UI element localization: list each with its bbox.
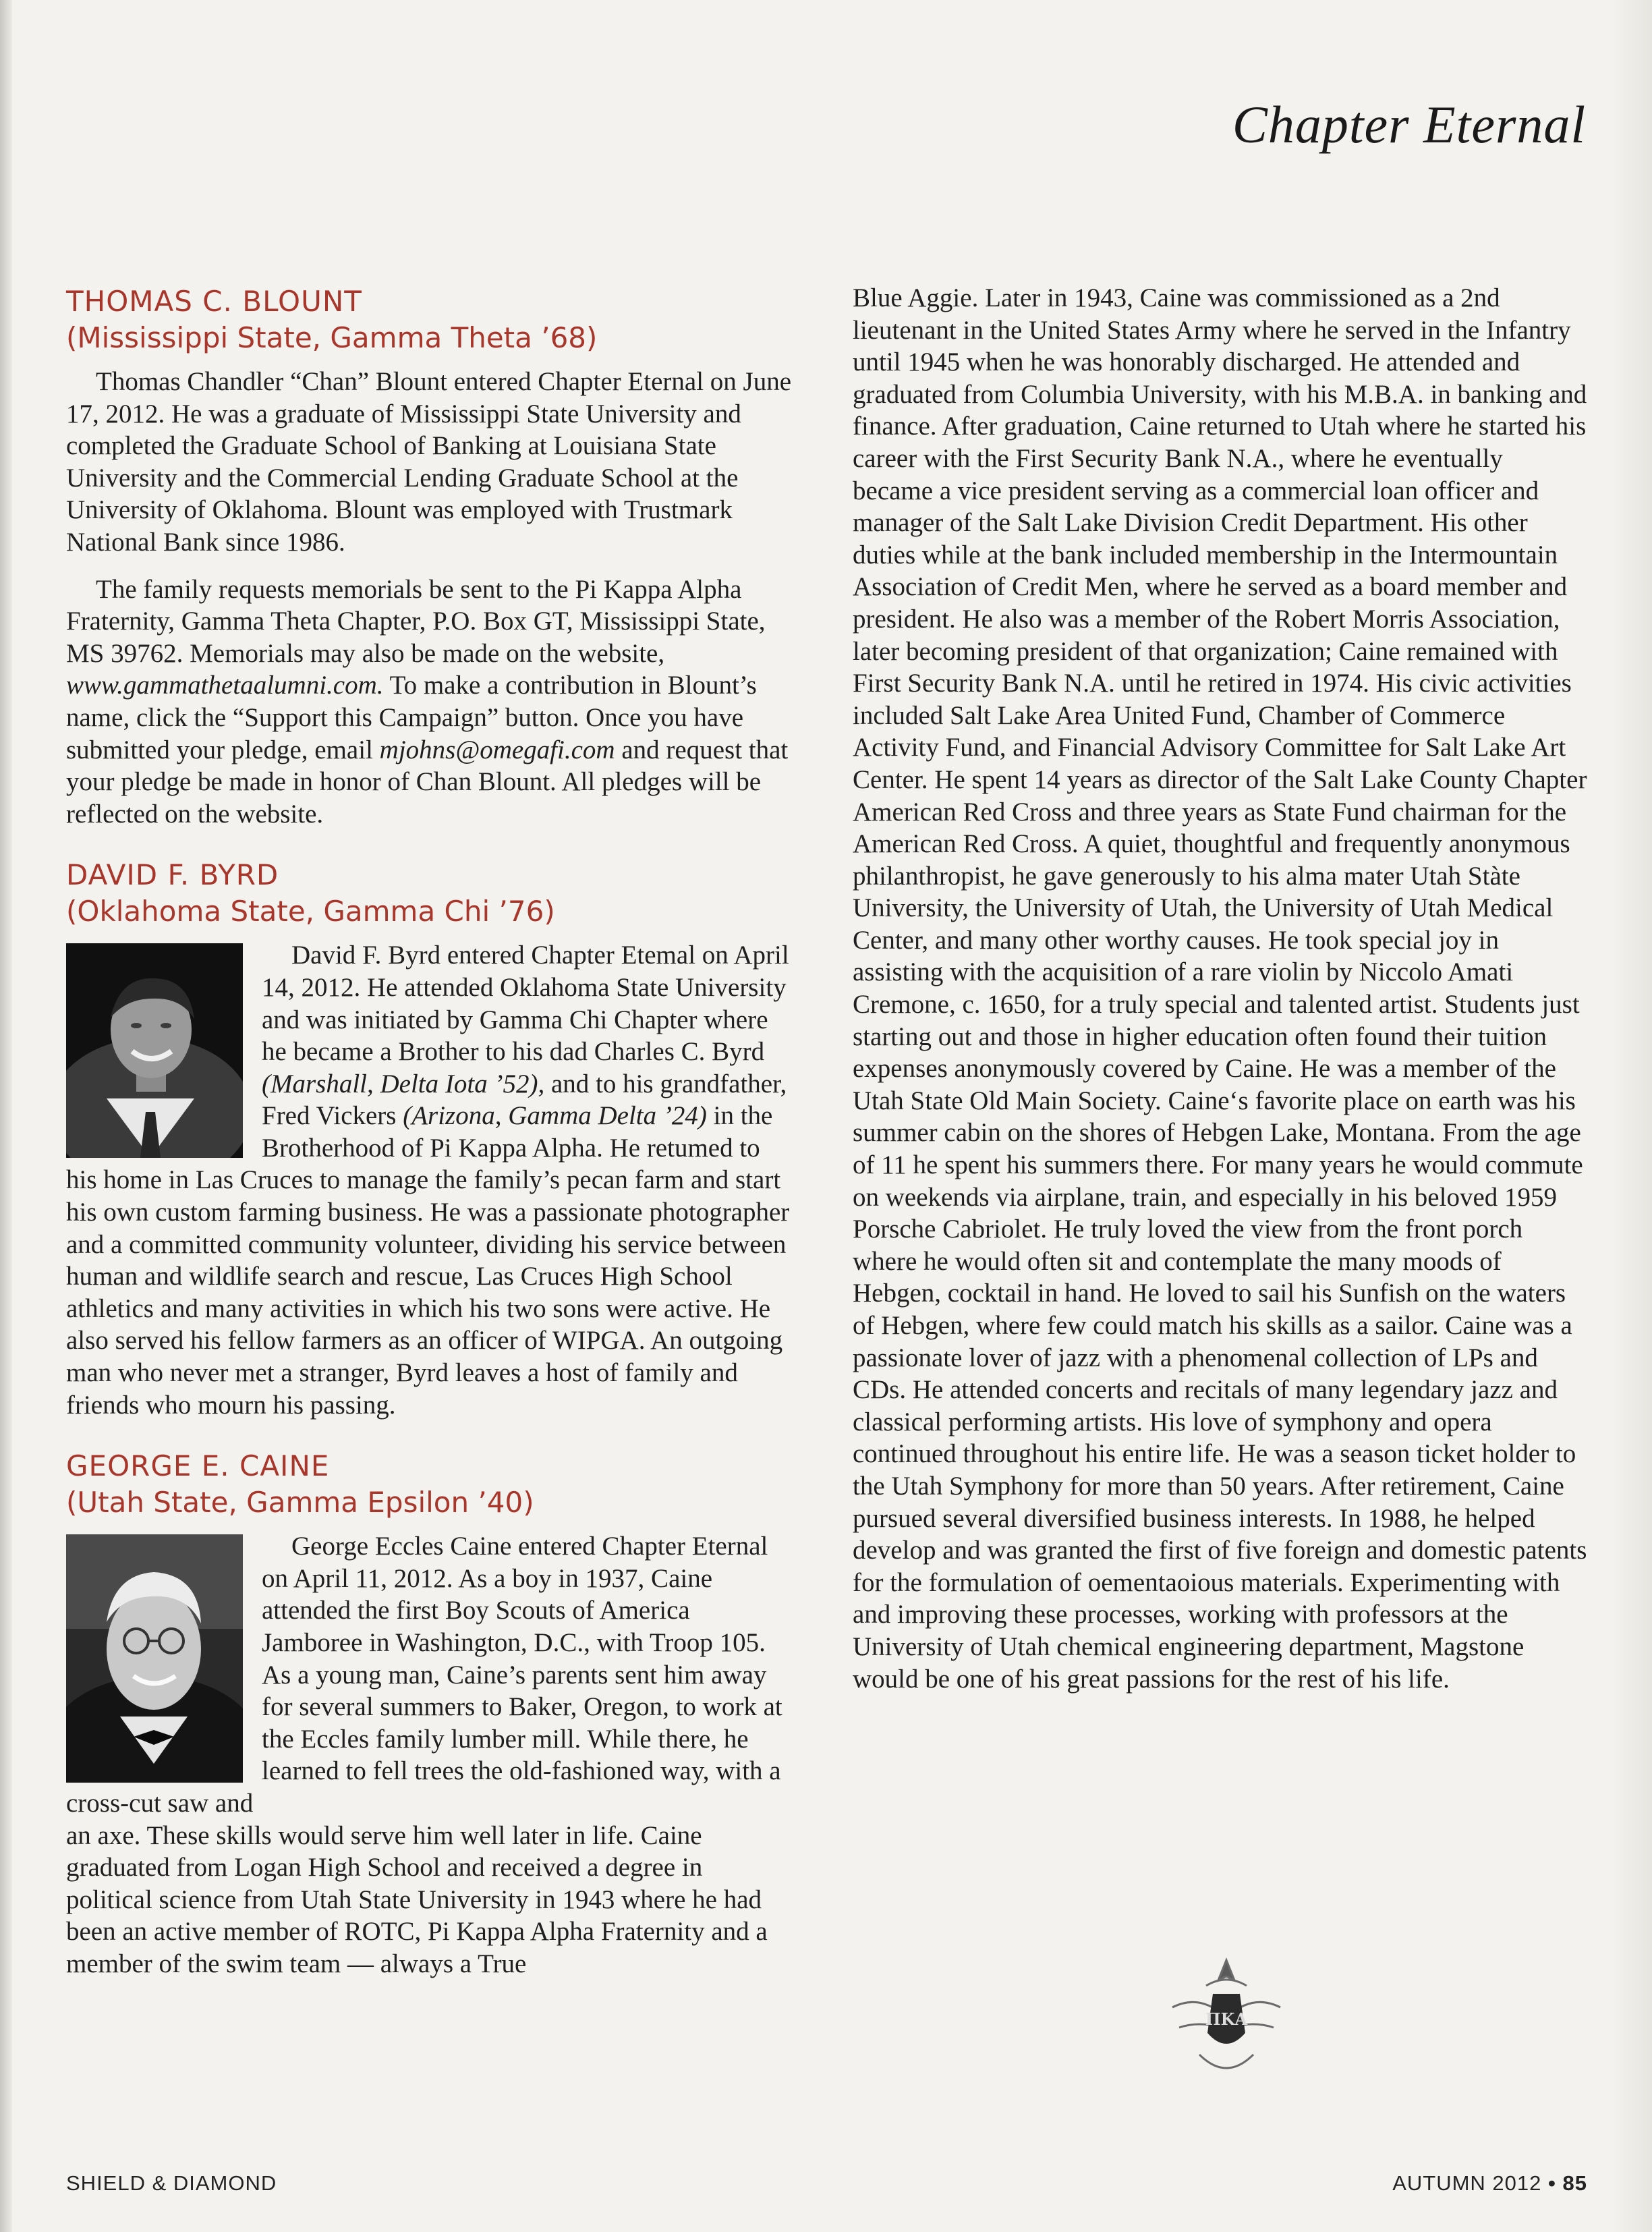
text-run: in the xyxy=(713,1101,773,1131)
right-column xyxy=(853,282,1588,1695)
chapter-reference: (Marshall, Delta Iota ’52), xyxy=(262,1069,545,1098)
obituary-name: THOMAS C. BLOUNT xyxy=(66,285,362,318)
svg-text:ΠΚΑ: ΠΚΑ xyxy=(1205,2009,1248,2029)
chapter-reference: (Arizona, Gamma Delta ’24) xyxy=(403,1101,707,1131)
left-column xyxy=(66,283,795,2007)
text-run: David F. Byrd entered Chapter Etemal on April 14, 2012. He attended Oklahoma State University and was initiated by Gamma Chi Chapter where he became a Brother to his dad Charles C. Byrd xyxy=(262,941,789,1067)
obituary-paragraph: Thomas Chandler “Chan” Blount entered Chapter Eternal on June 17, 2012. He was a graduate of Mississippi State University and completed the Graduate School of Banking at Louisiana State University and the Commercial Lending Graduate School at the University of Oklahoma. Blount was employed with Trustmark National Bank since 1986. xyxy=(66,367,792,557)
obituary-paragraph: an axe. These skills would serve him well later in life. Caine graduated from Logan High School and received a degree in political science from Utah State University in 1943 where he had been an active member of ROTC, Pi Kappa Alpha Fraternity and a member of the swim team — always a True xyxy=(66,1820,768,1978)
obituary-continued-paragraph: Blue Aggie. Later in 1943, Caine was commissioned as a 2nd lieutenant in the United States Army where he served in the Infantry until 1945 when he was honorably discharged. He attended and graduated from Columbia University, with his M.B.A. in banking and finance. After graduation, Caine returned to Utah where he started his career with the First Security Bank N.A., where he eventually became a vice president serving as a commercial loan officer and manager of the Salt Lake Division Credit Department. His other duties while at the bank included membership in the Intermountain Association of Credit Men, where he served as a board member and president. He also was a member of the Robert Morris Association, later becoming president of that organization; Caine remained with First Security Bank N.A. until he retired in 1974. His civic activities included Salt Lake Area United Fund, Chamber of Commerce Activity Fund, and Financial Advisory Committee for Salt Lake Art Center. He spent 14 years as director of the Salt Lake County Chapter American Red Cross and three years as State Fund chairman for the American Red Cross. A quiet, thoughtful and frequently anonymous philanthropist, he gave generously to his alma mater Utah Stàte University, the University of Utah, the University of Utah Medical Center, and many other worthy causes. He took special joy in assisting with the acquisition of a rare violin by Niccolo Amati Cremone, c. 1650, for a truly special and talented artist. Students just starting out and those in higher education often found their tuition expenses anonymously covered by Caine. He was a member of the Utah State Old Main Society. Caine‘s favorite place on earth was his summer cabin on the shores of Hebgen Lake, Montana. From the age of 11 he spent his summers there. For many years he would commute on weekends via airplane, train, and especially in his beloved 1959 Porsche Cabriolet. He truly loved the view from the front porch where he would often sit and contemplate the many moods of Hebgen, cocktail in hand. He loved to sail his Sunfish on the waters of Hebgen, where few could match his skills as a sailor. Caine was a passionate lover of jazz with a phenomenal collection of LPs and CDs. He attended concerts and recitals of many legendary jazz and classical performing artists. His love of symphony and opera continued throughout his entire life. He was a season ticket holder to the Utah Symphony for more than 50 years. After retirement, Caine pursued several diversified business interests. In 1988, he helped develop and was granted the first of five foreign and domestic patents for the formulation of oementaoious materials. Experimenting with and improving these processes, working with professors at the University of Utah chemical engineering department, Magstone would be one of his great passions for the rest of his life. xyxy=(853,283,1587,1694)
page-edge-shadow xyxy=(0,0,12,2232)
text-run: The family requests memorials be sent to the Pi Kappa Alpha Fraternity, Gamma Theta Chapter, P.O. Box GT, Mississippi State, MS 39762. Memorials may also be made on the website, xyxy=(66,574,766,668)
fraternity-crest-logo xyxy=(1159,1953,1294,2085)
issue-label: AUTUMN 2012 xyxy=(1392,2171,1542,2195)
obituary-paragraph: George Eccles Caine entered Chapter Eternal on April 11, 2012. As a boy in 1937, Caine attended the first Boy Scouts of America Jamboree in Washington, D.C., with Troop 105. As a young man, Caine’s parents sent him away for several summers to Baker, Oregon, to work at the Eccles family lumber mill. While there, he learned to fell trees the old-fashioned way, with a cross-cut saw and xyxy=(66,1532,782,1818)
publication-name: SHIELD & DIAMOND xyxy=(66,2171,277,2195)
obituary-name: GEORGE E. CAINE xyxy=(66,1449,330,1483)
website-link[interactable]: www.gammathetaalumni.com. xyxy=(66,671,384,700)
obituary-paragraph xyxy=(66,574,795,831)
obituary-byrd xyxy=(66,857,795,1421)
obituary-chapter: (Oklahoma State, Gamma Chi ’76) xyxy=(66,895,555,928)
email-link[interactable]: mjohns@omegafi.com xyxy=(379,735,615,764)
text-run: and request that your pledge be made in honor of Chan Blount. All pledges will be reflected on the website. xyxy=(66,735,789,829)
page-footer-issue xyxy=(1392,2171,1587,2196)
page-number: 85 xyxy=(1562,2171,1587,2195)
portrait-photo-byrd xyxy=(66,943,243,1158)
obituary-caine xyxy=(66,1448,795,1980)
obituary-chapter: (Mississippi State, Gamma Theta ’68) xyxy=(66,321,598,354)
obituary-name: DAVID F. BYRD xyxy=(66,858,279,892)
obituary-chapter: (Utah State, Gamma Epsilon ’40) xyxy=(66,1486,534,1519)
page-edge-right xyxy=(1612,0,1652,2232)
obituary-blount xyxy=(66,283,795,830)
footer-separator: • xyxy=(1548,2171,1556,2195)
section-title: Chapter Eternal xyxy=(1232,95,1586,154)
text-run: and to his grandfather, Fred Vickers xyxy=(262,1069,787,1131)
text-run: Brotherhood of Pi Kappa Alpha. He retumed to his home in Las Cruces to manage the family’s pecan farm and start his own custom farming business. He was a passionate photographer and a committed community volunteer, dividing his service between human and wildlife search and rescue, Las Cruces High School athletics and many activities in which his two sons were active. He also served his fellow farmers as an officer of WIPGA. An outgoing man who never met a stranger, Byrd leaves a host of family and friends who mourn his passing. xyxy=(66,1133,790,1420)
text-run: To make a contribution in Blount’s name, click the “Support this Campaign” button. Once you have submitted your pledge, email xyxy=(66,671,757,764)
portrait-photo-caine xyxy=(66,1534,243,1783)
